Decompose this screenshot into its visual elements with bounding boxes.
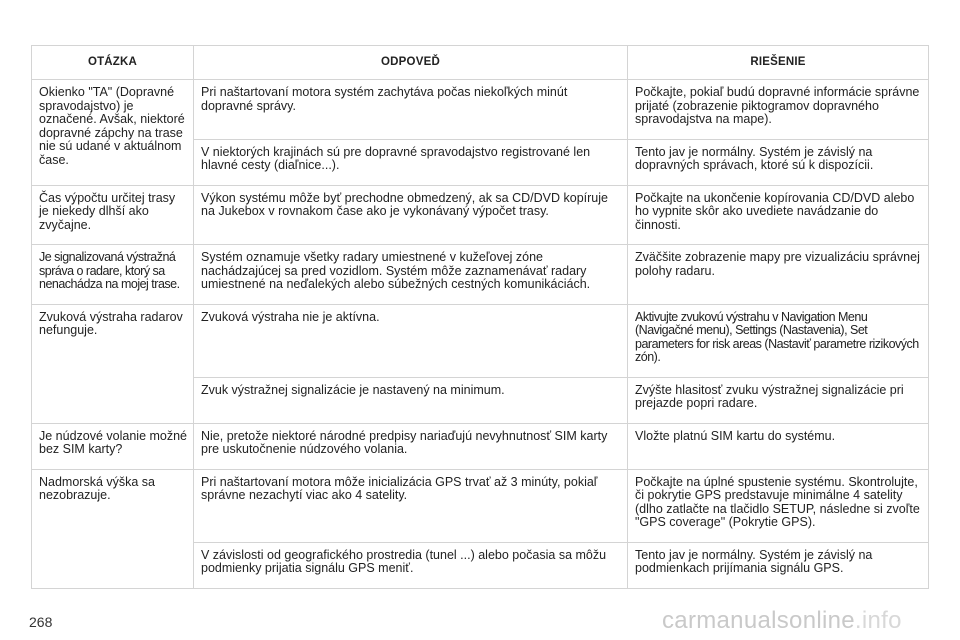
question-cell: Nadmorská výška sa nezobrazuje. — [32, 469, 194, 588]
question-cell: Čas výpočtu určitej trasy je niekedy dlhší ako zvyčajne. — [32, 185, 194, 245]
page-number: 268 — [29, 614, 53, 630]
answer-cell: Systém oznamuje všetky radary umiestnené v kužeľovej zóne nachádzajúcej sa pred vozidlom. Systém môže zaznamenávať radary umiestnené na neďalekých alebo súbežných cestných komunikáciách. — [194, 245, 628, 305]
table-row — [32, 80, 929, 140]
solution-cell: Počkajte, pokiaľ budú dopravné informácie správne prijaté (zobrazenie piktogramov dopravného spravodajstva na mape). — [628, 80, 929, 140]
table-row — [32, 185, 929, 245]
header-solution: RIEŠENIE — [628, 46, 929, 80]
table-row — [32, 304, 929, 377]
answer-cell: V závislosti od geografického prostredia (tunel ...) alebo počasia sa môžu podmienky prijatia signálu GPS meniť. — [194, 542, 628, 588]
troubleshooting-table — [31, 45, 929, 589]
watermark — [662, 607, 902, 635]
solution-cell: Aktivujte zvukovú výstrahu v Navigation Menu (Navigačné menu), Settings (Nastavenia), Set parameters for risk areas (Nastaviť parametre rizikových zón). — [628, 304, 929, 377]
answer-cell: Zvuková výstraha nie je aktívna. — [194, 304, 628, 377]
solution-cell: Zvýšte hlasitosť zvuku výstražnej signalizácie pri prejazde popri radare. — [628, 377, 929, 423]
table-row — [32, 469, 929, 542]
watermark-main: carmanualsonline — [662, 607, 855, 634]
question-cell: Je núdzové volanie možné bez SIM karty? — [32, 423, 194, 469]
answer-cell: V niektorých krajinách sú pre dopravné spravodajstvo registrované len hlavné cesty (diaľnice...). — [194, 139, 628, 185]
solution-cell: Počkajte na ukončenie kopírovania CD/DVD alebo ho vypnite skôr ako uvediete navádzanie do činnosti. — [628, 185, 929, 245]
header-answer: ODPOVEĎ — [194, 46, 628, 80]
answer-cell: Výkon systému môže byť prechodne obmedzený, ak sa CD/DVD kopíruje na Jukebox v rovnakom čase ako je vykonávaný výpočet trasy. — [194, 185, 628, 245]
question-cell: Je signalizovaná výstražná správa o radare, ktorý sa nenachádza na mojej trase. — [32, 245, 194, 305]
answer-cell: Zvuk výstražnej signalizácie je nastavený na minimum. — [194, 377, 628, 423]
solution-cell: Zväčšite zobrazenie mapy pre vizualizáciu správnej polohy radaru. — [628, 245, 929, 305]
solution-cell: Tento jav je normálny. Systém je závislý na podmienkach prijímania signálu GPS. — [628, 542, 929, 588]
answer-cell: Pri naštartovaní motora môže inicializácia GPS trvať až 3 minúty, pokiaľ správne nezachytí viac ako 4 satelity. — [194, 469, 628, 542]
answer-cell: Pri naštartovaní motora systém zachytáva počas niekoľkých minút dopravné správy. — [194, 80, 628, 140]
table-header-row — [32, 46, 929, 80]
solution-cell: Vložte platnú SIM kartu do systému. — [628, 423, 929, 469]
header-question: OTÁZKA — [32, 46, 194, 80]
table-row — [32, 245, 929, 305]
solution-cell: Počkajte na úplné spustenie systému. Skontrolujte, či pokrytie GPS predstavuje minimálne 4 satelity (dlho zatlačte na tlačidlo SETUP, následne si zvoľte "GPS coverage" (Pokrytie GPS). — [628, 469, 929, 542]
answer-cell: Nie, pretože niektoré národné predpisy nariaďujú nevyhnutnosť SIM karty pre uskutočnenie núdzového volania. — [194, 423, 628, 469]
question-cell: Okienko "TA" (Dopravné spravodajstvo) je označené. Avšak, niektoré dopravné zápchy na trase nie sú udané v aktuálnom čase. — [32, 80, 194, 186]
watermark-suffix: .info — [854, 607, 902, 634]
question-cell: Zvuková výstraha radarov nefunguje. — [32, 304, 194, 423]
table-row — [32, 423, 929, 469]
solution-cell: Tento jav je normálny. Systém je závislý na dopravných správach, ktoré sú k dispozícii. — [628, 139, 929, 185]
